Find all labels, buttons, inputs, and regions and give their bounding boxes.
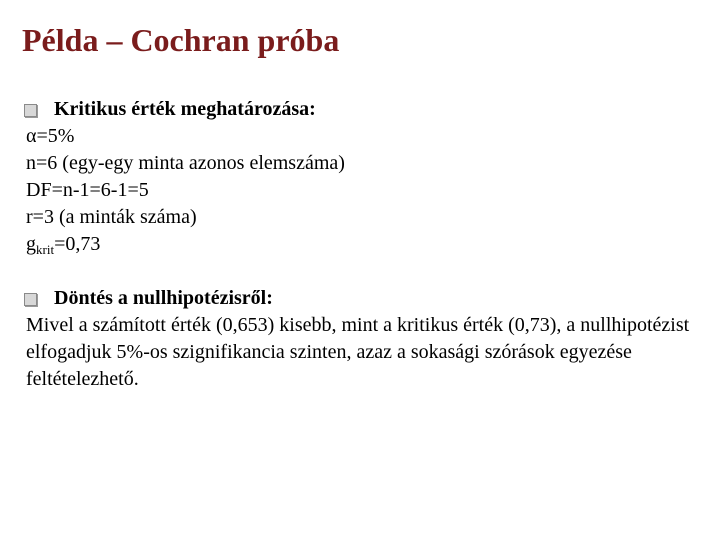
bullet-heading-critical-value [26,96,698,123]
critical-value-heading: Kritikus érték meghatározása: [54,98,316,120]
g-critical-line [26,231,698,258]
g-critical-subscript: krit [36,242,55,257]
sample-count-line: r=3 (a minták száma) [26,206,197,228]
decision-paragraph: Mivel a számított érték (0,653) kisebb, mint a kritikus érték (0,73), a nullhipotézist elfogadjuk 5%-os szignifikancia szinten, azaz a sokasági szórások egyezése feltételezhető. [26,314,690,390]
square-bullet-icon [24,104,37,117]
alpha-line: α=5% [26,125,75,147]
g-critical-value: =0,73 [54,233,101,255]
section-spacer [26,258,698,285]
square-bullet-icon [24,293,37,306]
degrees-of-freedom-line: DF=n-1=6-1=5 [26,179,149,201]
sample-size-line: n=6 (egy-egy minta azonos elemszáma) [26,152,345,174]
slide-title: Példa – Cochran próba [22,22,340,58]
g-critical-base: g [26,233,36,255]
bullet-heading-decision [26,285,698,312]
slide-content [26,96,698,393]
decision-heading: Döntés a nullhipotézisről: [54,287,273,309]
